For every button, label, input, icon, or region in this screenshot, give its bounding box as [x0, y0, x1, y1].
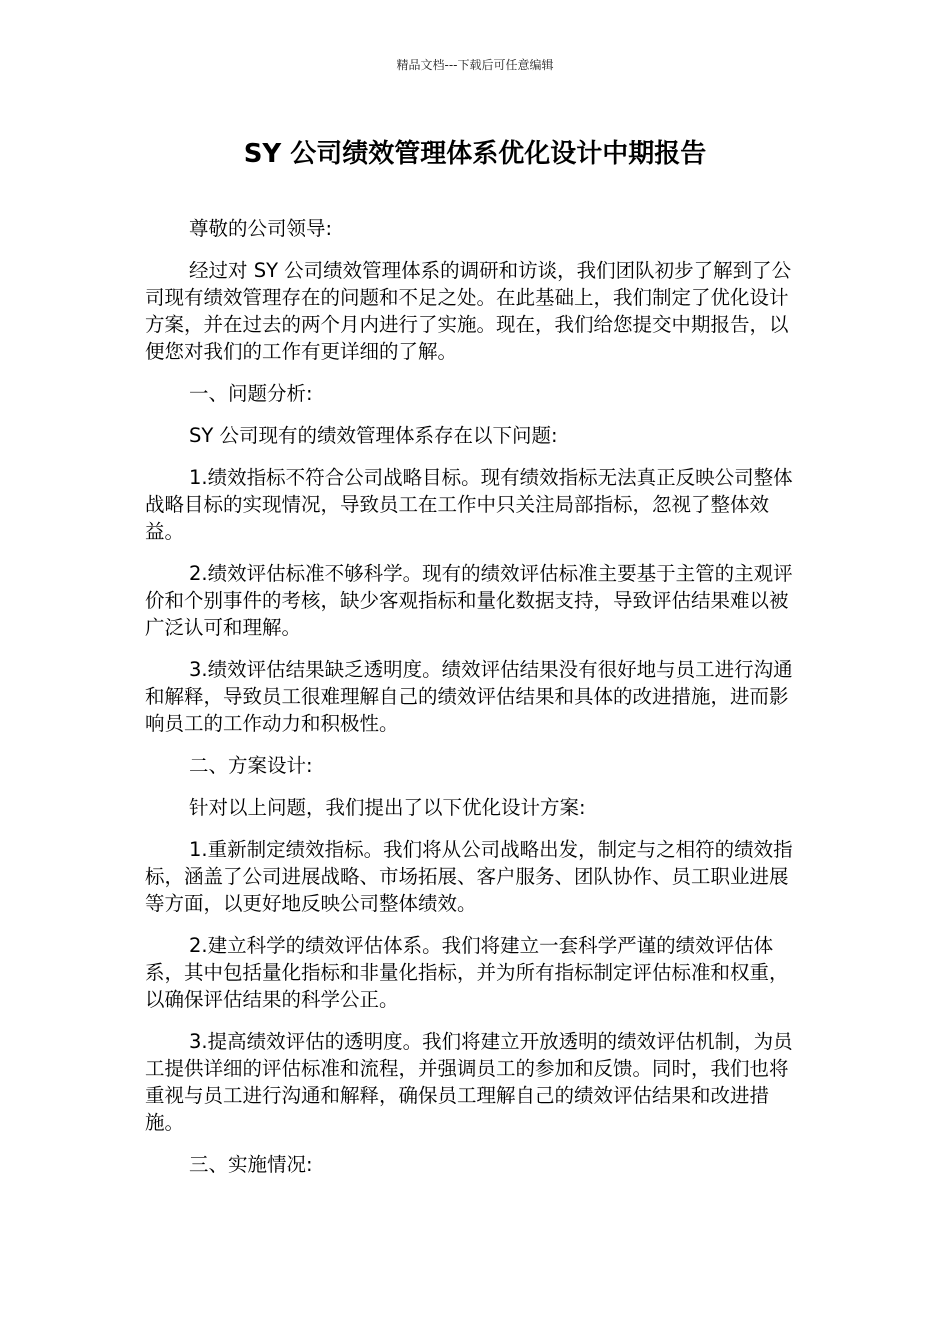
- solution-item-2: 2.建立科学的绩效评估体系。我们将建立一套科学严谨的绩效评估体系，其中包括量化指标和非量化指标，并为所有指标制定评估标准和权重，以确保评估结果的科学公正。: [145, 934, 789, 1011]
- problem-intro-paragraph: SY 公司现有的绩效管理体系存在以下问题:: [189, 424, 558, 447]
- problem-item-3: 3.绩效评估结果缺乏透明度。绩效评估结果没有很好地与员工进行沟通和解释，导致员工很难理解自己的绩效评估结果和具体的改进措施，进而影响员工的工作动力和积极性。: [145, 658, 793, 735]
- solution-item-1: 1.重新制定绩效指标。我们将从公司战略出发，制定与之相符的绩效指标，涵盖了公司进展战略、市场拓展、客户服务、团队协作、员工职业进展等方面，以更好地反映公司整体绩效。: [145, 838, 793, 915]
- header-note: 精品文档---下载后可任意编辑: [396, 58, 554, 72]
- intro-paragraph: 经过对 SY 公司绩效管理体系的调研和访谈，我们团队初步了解到了公司现有绩效管理存在的问题和不足之处。在此基础上，我们制定了优化设计方案，并在过去的两个月内进行了实施。现在，我们给您提交中期报告，以便您对我们的工作有更详细的了解。: [145, 259, 792, 363]
- problem-item-1: 1.绩效指标不符合公司战略目标。现有绩效指标无法真正反映公司整体战略目标的实现情况，导致员工在工作中只关注局部指标，忽视了整体效益。: [145, 466, 793, 543]
- document-body: [145, 215, 805, 1193]
- section-heading-solution-design: 二、方案设计:: [189, 754, 313, 777]
- problem-item-2: 2.绩效评估标准不够科学。现有的绩效评估标准主要基于主管的主观评价和个别事件的考核，缺少客观指标和量化数据支持，导致评估结果难以被广泛认可和理解。: [145, 562, 793, 639]
- section-heading-implementation: 三、实施情况:: [189, 1153, 313, 1176]
- document-title: SY 公司绩效管理体系优化设计中期报告: [243, 139, 707, 169]
- salutation: 尊敬的公司领导:: [189, 217, 333, 240]
- section-heading-problem-analysis: 一、问题分析:: [189, 382, 313, 405]
- solution-intro-paragraph: 针对以上问题，我们提出了以下优化设计方案:: [189, 796, 586, 819]
- solution-item-3: 3.提高绩效评估的透明度。我们将建立开放透明的绩效评估机制，为员工提供详细的评估标准和流程，并强调员工的参加和反馈。同时，我们也将重视与员工进行沟通和解释，确保员工理解自己的绩效评估结果和改进措施。: [145, 1030, 793, 1134]
